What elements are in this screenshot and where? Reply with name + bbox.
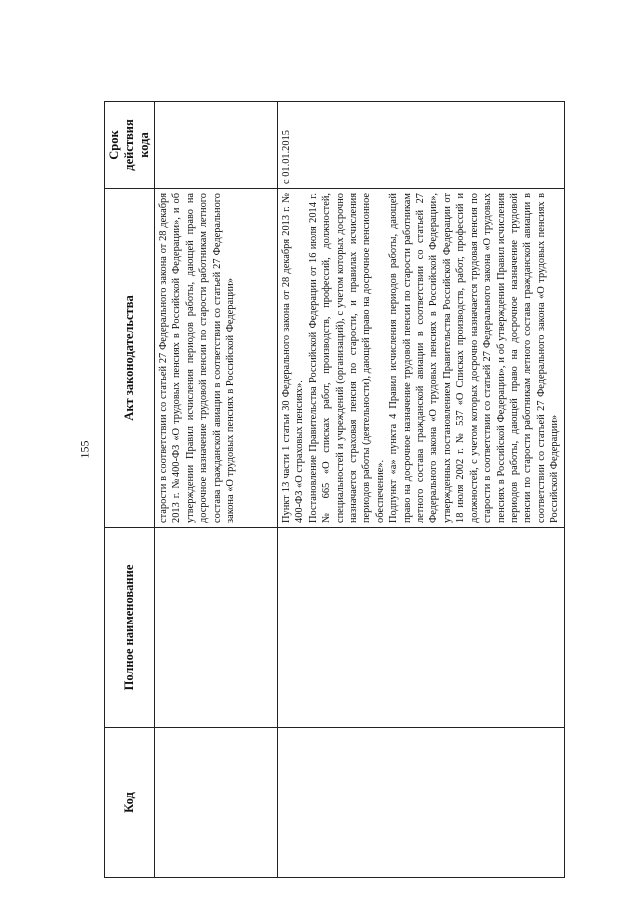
table-header-row [105, 102, 155, 878]
header-validity: Срок действия кода [105, 102, 155, 189]
full-name-cell [155, 528, 278, 728]
act-paragraph: старости в соответствии со статьей 27 Федерального закона от 28 декабря 2013 г. №400-ФЗ «О трудовых пенсиях в Российской Федерации», и об утверждении Правил исчисления периодов работы, дающей право на досрочное назначение трудовой пенсии по старости работникам летного состава гражданской авиации в соответствии со статьей 27 Федерального закона «О трудовых пенсиях в Российской Федерации» [158, 193, 237, 523]
act-cell [155, 189, 278, 528]
header-act: Акт законодательства [105, 189, 155, 528]
act-paragraph: Постановление Правительства Российской Федерации от 16 июля 2014 г. № 665 «О списках работ, производств, профессий, должностей, специальностей и учреждений (организаций), с учетом которых досрочно назначается страховая пенсия по старости, и правилах исчисления периодов работы (деятельности), дающей право на досрочное пенсионное обеспечение». [307, 193, 386, 523]
page-number: 155 [77, 440, 92, 459]
header-code: Код [105, 728, 155, 878]
validity-cell [155, 102, 278, 189]
table-row [155, 102, 278, 878]
table-row [278, 102, 565, 878]
code-cell [278, 728, 565, 878]
header-full-name: Полное наименование [105, 528, 155, 728]
act-cell [278, 189, 565, 528]
legislation-code-table [104, 101, 565, 878]
code-cell [155, 728, 278, 878]
act-paragraph: Подпункт «а» пункта 4 Правил исчисления периодов работы, дающей право на досрочное назначение трудовой пенсии по старости работникам летного состава гражданской авиации в соответствии со статьей 27 Федерального закона «О трудовых пенсиях в Российской Федерации», утвержденных постановлением Правительства Российской Федерации от 18 июля 2002 г. № 537 «О Списках производств, работ, профессий и должностей, с учетом которых досрочно назначается трудовая пенсия по старости в соответствии со статьей 27 Федерального закона «О трудовых пенсиях в Российской Федерации», и об утверждении Правил исчисления периодов работы, дающей право на досрочное назначение трудовой пенсии по старости работникам летного состава гражданской авиации в соответствии со статьей 27 Федерального закона «О трудовых пенсиях в Российской Федерации» [388, 193, 561, 523]
act-paragraph: Пункт 13 части 1 статьи 30 Федерального закона от 28 декабря 2013 г. № 400-ФЗ «О страховых пенсиях». [281, 193, 306, 523]
validity-cell: с 01.01.2015 [278, 102, 565, 189]
full-name-cell [278, 528, 565, 728]
rotated-page-content [104, 102, 561, 878]
